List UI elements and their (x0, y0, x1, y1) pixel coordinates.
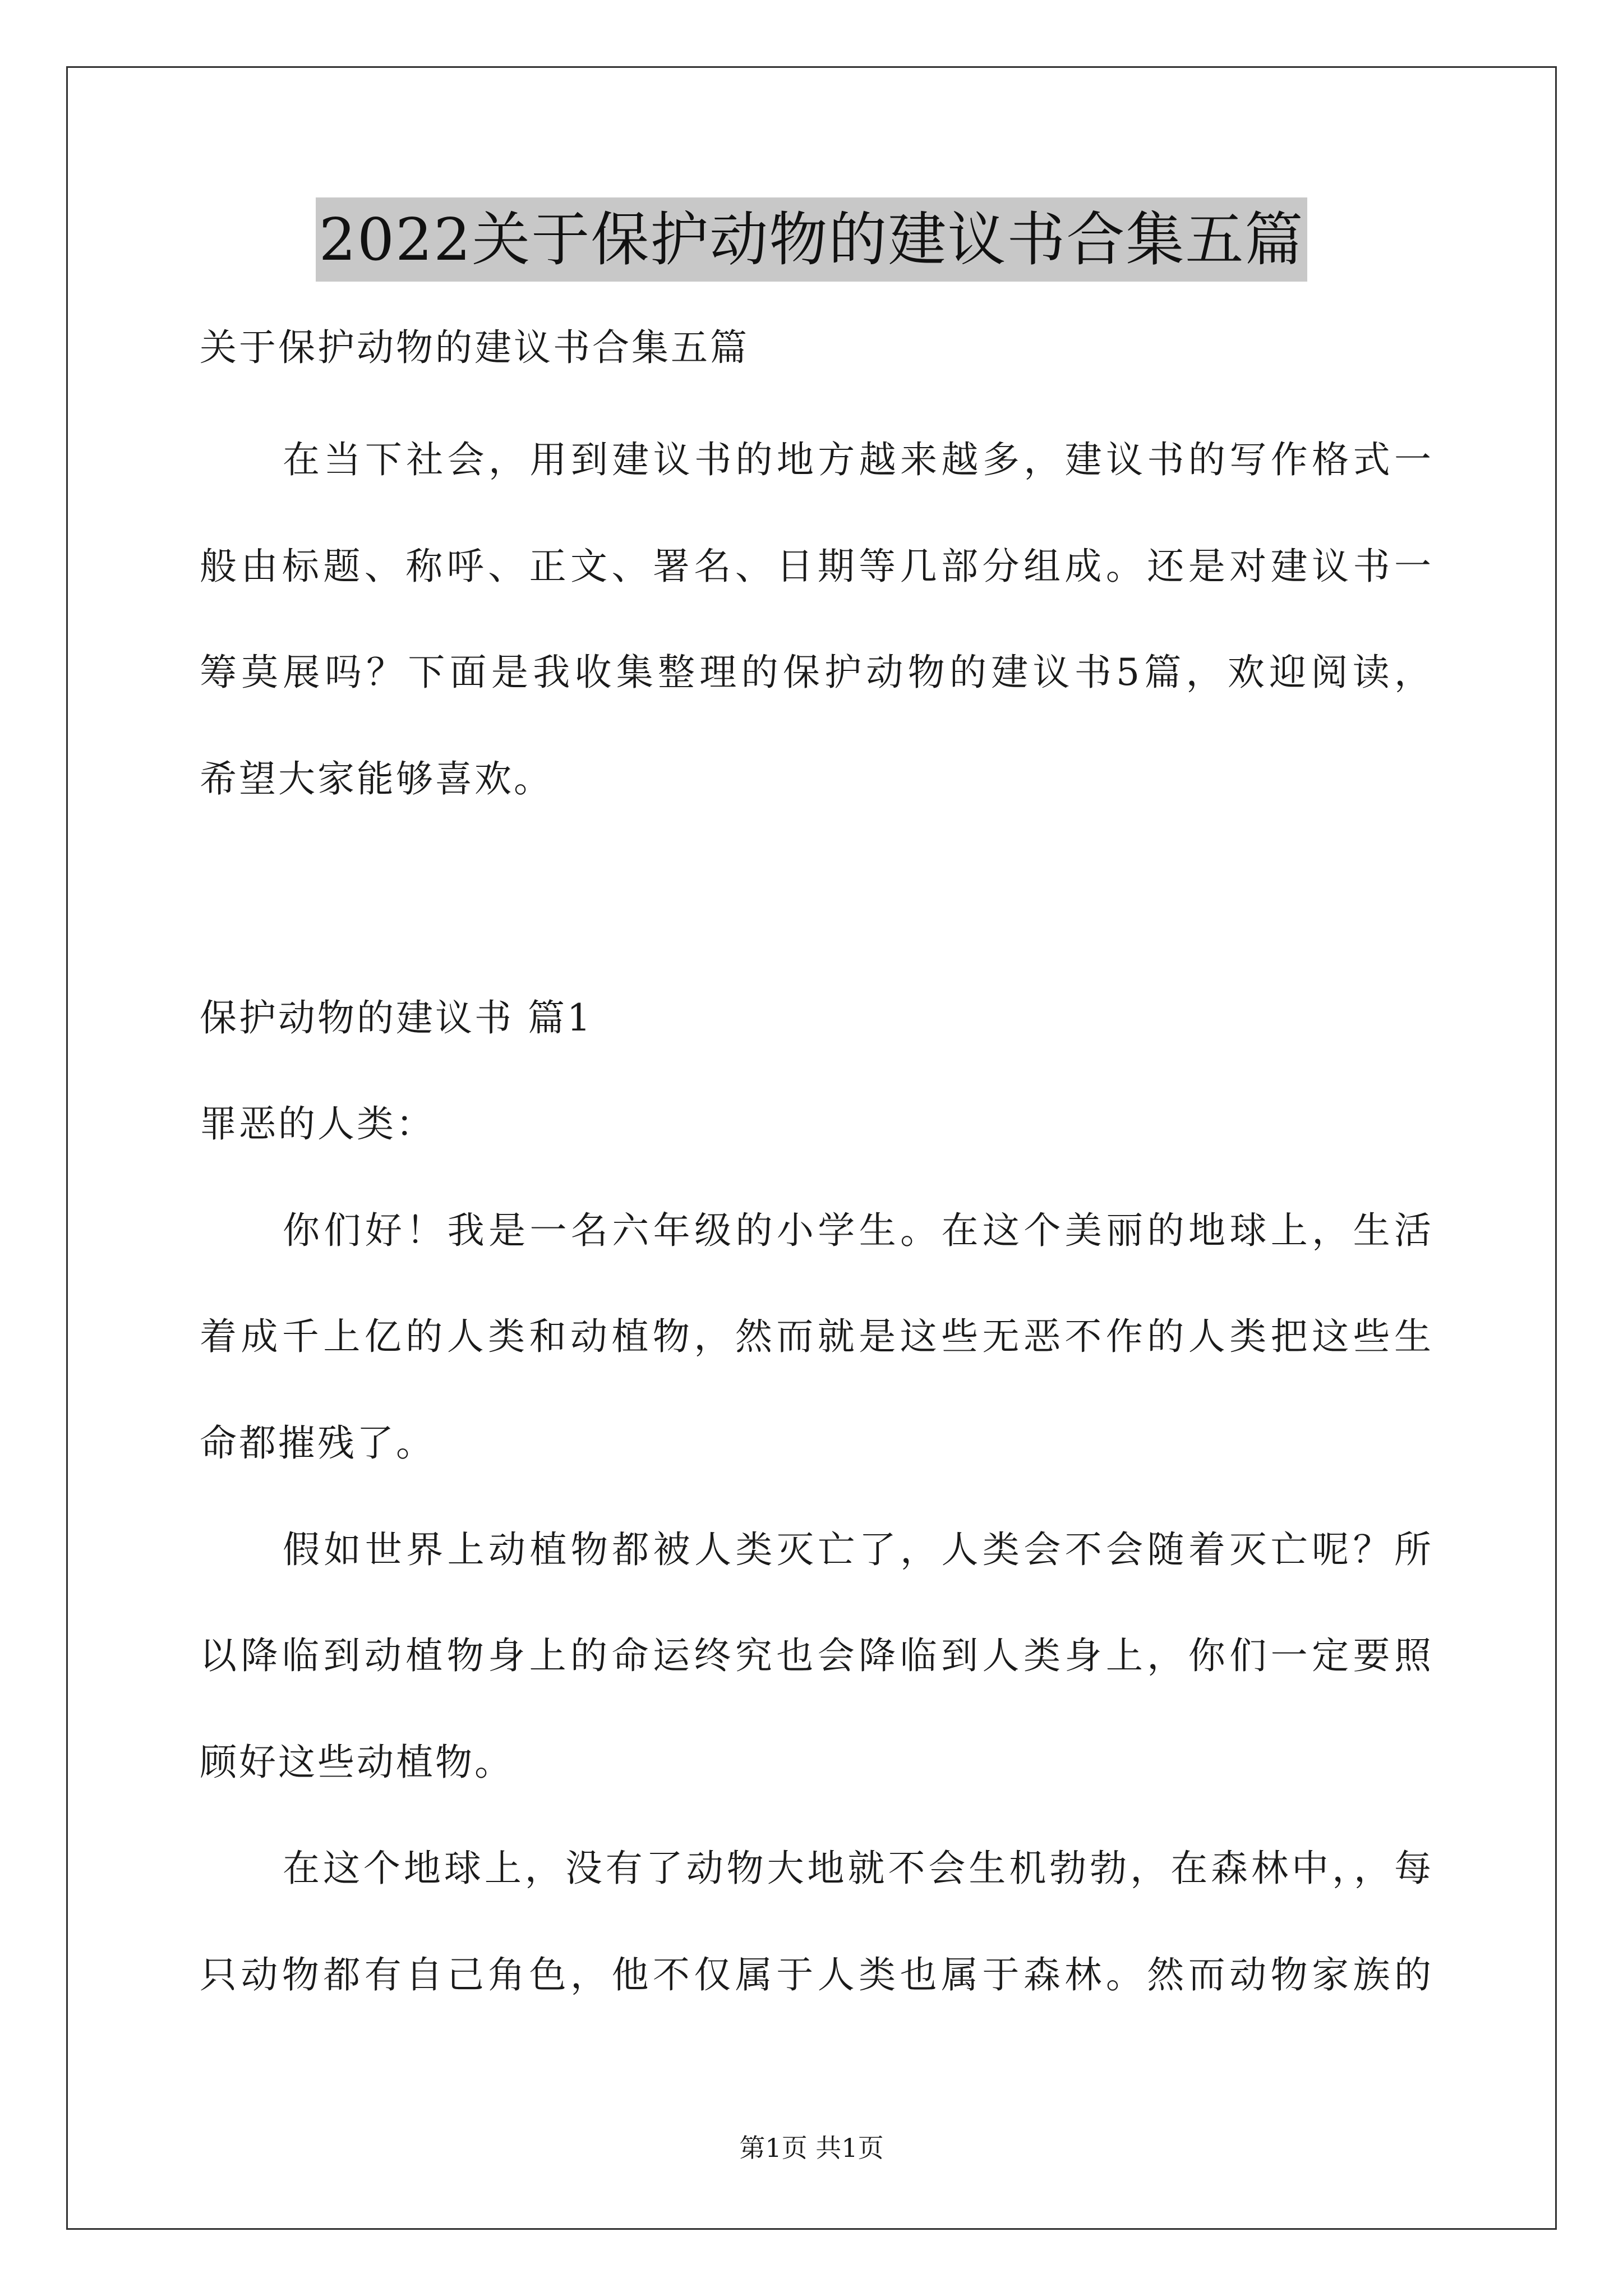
document-title: 2022关于保护动物的建议书合集五篇 (316, 197, 1308, 282)
title-wrapper (0, 197, 1623, 282)
paragraph-line: 在这个地球上，没有了动物大地就不会生机勃勃，在森林中，，每 (283, 1847, 1433, 1890)
paragraph-line: 命都摧残了。 (200, 1421, 435, 1465)
paragraph-line: 着成千上亿的人类和动植物，然而就是这些无恶不作的人类把这些生 (200, 1315, 1433, 1358)
paragraph-line: 假如世界上动植物都被人类灭亡了，人类会不会随着灭亡呢？所 (283, 1528, 1433, 1571)
paragraph-line: 你们好！我是一名六年级的小学生。在这个美丽的地球上，生活 (283, 1209, 1433, 1252)
paragraph-line: 般由标题、称呼、正文、署名、日期等几部分组成。还是对建议书一 (200, 545, 1433, 588)
section-heading: 保护动物的建议书 篇1 (200, 996, 593, 1039)
page-number-footer: 第1页 共1页 (739, 2133, 884, 2163)
paragraph-line: 希望大家能够喜欢。 (200, 757, 553, 800)
paragraph-line: 以降临到动植物身上的命运终究也会降临到人类身上，你们一定要照 (200, 1634, 1433, 1677)
salutation-line: 罪恶的人类： (200, 1102, 435, 1145)
paragraph-line: 只动物都有自己角色，他不仅属于人类也属于森林。然而动物家族的 (200, 1953, 1433, 1996)
paragraph-line: 顾好这些动植物。 (200, 1741, 514, 1784)
paragraph-line: 在当下社会，用到建议书的地方越来越多，建议书的写作格式一 (283, 438, 1433, 481)
paragraph-line: 筹莫展吗？下面是我收集整理的保护动物的建议书5篇，欢迎阅读， (200, 651, 1433, 694)
subtitle-line: 关于保护动物的建议书合集五篇 (200, 326, 749, 369)
